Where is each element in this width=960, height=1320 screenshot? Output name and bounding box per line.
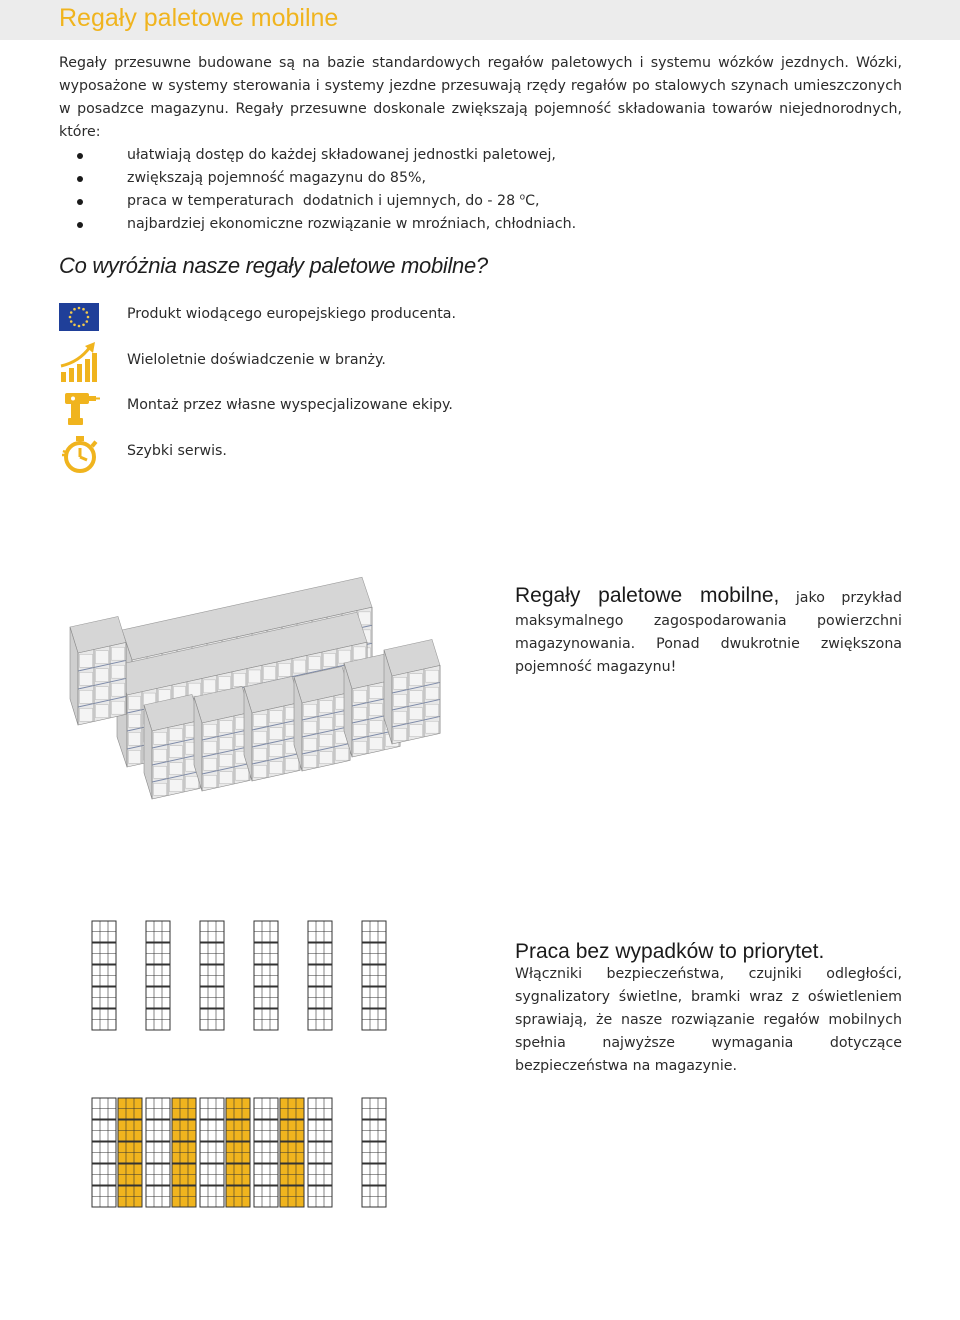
eu-flag-icon	[59, 296, 101, 338]
rack-column	[280, 1098, 304, 1207]
rack-column	[200, 921, 224, 1030]
rack-column	[362, 921, 386, 1030]
rack-block	[384, 639, 440, 744]
rack-column	[172, 1098, 196, 1207]
list-item	[59, 167, 902, 190]
feature-text: Wieloletnie doświadczenie w branży.	[127, 351, 386, 368]
callout-body: jako przykład maksymalnego zagospodarowania powierzchni magazynowania. Ponad dwukrotnie zwiększona pojemność magazynu!	[515, 590, 902, 675]
list-item	[59, 144, 902, 167]
rack-column	[254, 1098, 278, 1207]
feature-text: Szybki serwis.	[127, 442, 227, 459]
growth-chart-icon	[59, 342, 101, 384]
stopwatch-icon	[59, 433, 101, 475]
feature-item	[59, 387, 559, 433]
rack-column	[254, 921, 278, 1030]
feature-text: Produkt wiodącego europejskiego producenta.	[127, 306, 457, 322]
benefits-list	[59, 144, 902, 236]
rack-block	[244, 676, 300, 781]
list-item-text: najbardziej ekonomiczne rozwiązanie w mroźniach, chłodniach.	[127, 216, 577, 232]
list-item-text: ułatwiają dostęp do każdej składowanej jednostki paletowej,	[127, 147, 556, 163]
callout-body: Włączniki bezpieczeństwa, czujniki odległości, sygnalizatory świetlne, bramki wraz z oświetleniem sprawiają, że nasze rozwiązanie regałów mobilnych spełnia najwyższe wymagania dotyczące bezpieczeństwa na magazynie.	[515, 966, 902, 1074]
rack-block	[144, 694, 200, 799]
list-item-text: praca w temperaturach dodatnich i ujemnych, do - 28	[127, 193, 520, 209]
rack-column	[146, 1098, 170, 1207]
feature-item	[59, 342, 559, 388]
callout-capacity	[515, 584, 902, 679]
list-item-text-suffix: C,	[525, 193, 540, 209]
bullet-icon	[77, 199, 83, 205]
degree-superscript: o	[519, 192, 526, 203]
intro-paragraph: Regały przesuwne budowane są na bazie standardowych regałów paletowych i systemu wózków jezdnych. Wózki, wyposażone w systemy sterowania i systemy jezdne przesuwają rzędy regałów po stalowych szynach umieszczonych w posadzce magazynu. Regały przesuwne doskonale zwiększają pojemność składowania towarów niejednorodnych, które:	[59, 55, 902, 140]
rack-block	[294, 666, 350, 771]
rack-column	[118, 1098, 142, 1207]
page-title: Regały paletowe mobilne	[59, 4, 339, 32]
mobile-racks-illustration	[62, 555, 482, 825]
drill-icon	[59, 387, 101, 429]
rack-column	[92, 1098, 116, 1207]
rack-column	[226, 1098, 250, 1207]
list-item-text: zwiększają pojemność magazynu do 85%,	[127, 170, 426, 186]
callout-safety	[515, 940, 902, 1078]
feature-text: Montaż przez własne wyspecjalizowane ekipy.	[127, 397, 453, 413]
rack-column	[146, 921, 170, 1030]
callout-lead: Praca bez wypadków to priorytet.	[515, 940, 825, 963]
feature-item	[59, 433, 559, 479]
feature-item	[59, 296, 559, 342]
rack-block	[194, 686, 250, 791]
bullet-icon	[77, 222, 83, 228]
rack-block	[70, 616, 126, 725]
bullet-icon	[77, 153, 83, 159]
features-list	[59, 296, 559, 478]
rack-column	[308, 921, 332, 1030]
list-item	[59, 213, 902, 236]
callout-lead: Regały paletowe mobilne,	[515, 584, 780, 607]
rack-plan-closed	[90, 920, 390, 1032]
rack-column	[308, 1098, 332, 1207]
rack-plan-open-aisle	[90, 1097, 390, 1209]
bullet-icon	[77, 176, 83, 182]
list-item	[59, 190, 902, 213]
rack-column	[200, 1098, 224, 1207]
features-heading: Co wyróżnia nasze regały paletowe mobilne?	[59, 253, 488, 278]
rack-column	[362, 1098, 386, 1207]
rack-column	[92, 921, 116, 1030]
